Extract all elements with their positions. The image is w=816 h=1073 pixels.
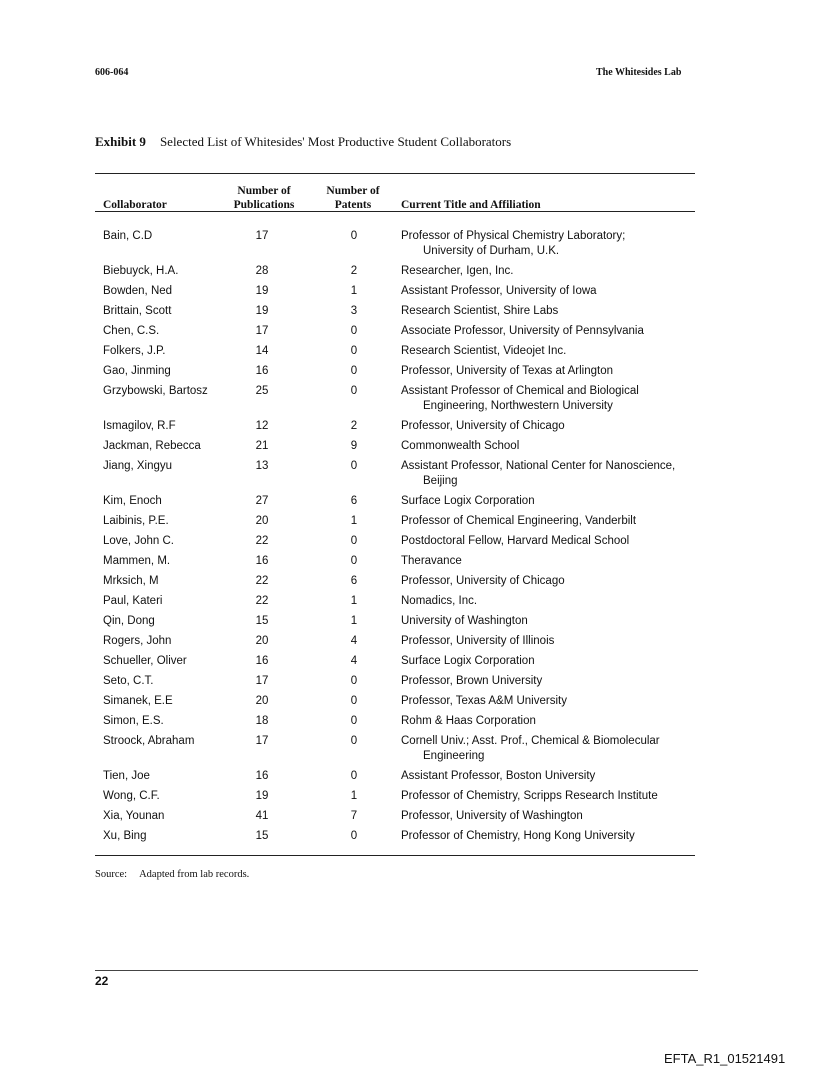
affiliation-line: Professor, University of Chicago (401, 575, 565, 587)
affiliation-line: Researcher, Igen, Inc. (401, 265, 514, 277)
publication-count: 20 (255, 515, 269, 527)
collaborator-name: Mammen, M. (103, 555, 171, 567)
affiliation (401, 419, 701, 434)
exhibit-label: Exhibit 9 (95, 134, 146, 149)
affiliation-line-continued: University of Durham, U.K. (423, 245, 560, 257)
collaborator-name: Jiang, Xingyu (103, 460, 173, 472)
affiliation (401, 534, 701, 549)
patent-count: 1 (350, 615, 358, 627)
publication-count: 22 (255, 595, 269, 607)
patent-count: 0 (350, 230, 358, 242)
affiliation-line-continued: Engineering, Northwestern University (423, 400, 613, 412)
publication-count: 20 (255, 635, 269, 647)
publication-count: 18 (255, 715, 269, 727)
affiliation-line: Professor, University of Washington (401, 810, 583, 822)
affiliation-line: Assistant Professor, Boston University (401, 770, 596, 782)
affiliation (401, 284, 701, 299)
patent-count: 0 (350, 715, 358, 727)
patent-count: 0 (350, 460, 358, 472)
column-header-collaborator: Collaborator (103, 199, 167, 211)
collaborator-name: Chen, C.S. (103, 325, 160, 337)
affiliation-line: Assistant Professor of Chemical and Biological (401, 385, 639, 397)
collaborator-name: Qin, Dong (103, 615, 155, 627)
running-header-title: The Whitesides Lab (596, 67, 682, 78)
affiliation (401, 229, 701, 259)
patent-count: 9 (350, 440, 358, 452)
collaborator-name: Xia, Younan (103, 810, 165, 822)
column-header-affiliation: Current Title and Affiliation (401, 199, 541, 211)
publication-count: 17 (255, 325, 269, 337)
publication-count: 15 (255, 615, 269, 627)
patent-count: 0 (350, 385, 358, 397)
affiliation (401, 459, 701, 489)
publication-count: 19 (255, 790, 269, 802)
affiliation-line: Surface Logix Corporation (401, 495, 535, 507)
affiliation (401, 364, 701, 379)
affiliation (401, 574, 701, 589)
publication-count: 19 (255, 285, 269, 297)
affiliation-line: Professor, Brown University (401, 675, 543, 687)
collaborator-name: Wong, C.F. (103, 790, 160, 802)
patent-count: 0 (350, 675, 358, 687)
affiliation-line: Rohm & Haas Corporation (401, 715, 536, 727)
patent-count: 0 (350, 555, 358, 567)
collaborator-name: Stroock, Abraham (103, 735, 195, 747)
collaborator-name: Simon, E.S. (103, 715, 164, 727)
affiliation (401, 439, 701, 454)
publication-count: 17 (255, 675, 269, 687)
patent-count: 0 (350, 735, 358, 747)
publication-count: 16 (255, 770, 269, 782)
publication-count: 41 (255, 810, 269, 822)
collaborator-name: Grzybowski, Bartosz (103, 385, 208, 397)
affiliation-line: Professor of Chemical Engineering, Vanderbilt (401, 515, 637, 527)
patent-count: 4 (350, 635, 358, 647)
affiliation-line: Surface Logix Corporation (401, 655, 535, 667)
affiliation (401, 674, 701, 689)
patent-count: 1 (350, 595, 358, 607)
collaborator-name: Ismagilov, R.F (103, 420, 176, 432)
patent-count: 2 (350, 265, 358, 277)
table-top-rule (95, 173, 695, 174)
collaborator-name: Xu, Bing (103, 830, 147, 842)
affiliation-line: Professor of Chemistry, Hong Kong University (401, 830, 635, 842)
affiliation (401, 789, 701, 804)
publication-count: 17 (255, 735, 269, 747)
publication-count: 25 (255, 385, 269, 397)
affiliation-line: Professor, University of Illinois (401, 635, 555, 647)
source-label: Source: (95, 869, 128, 880)
affiliation (401, 734, 701, 764)
collaborator-name: Laibinis, P.E. (103, 515, 169, 527)
affiliation (401, 809, 701, 824)
collaborator-name: Jackman, Rebecca (103, 440, 201, 452)
table-bottom-rule (95, 855, 695, 856)
publication-count: 17 (255, 230, 269, 242)
affiliation (401, 554, 701, 569)
collaborator-name: Schueller, Oliver (103, 655, 187, 667)
collaborator-name: Tien, Joe (103, 770, 150, 782)
patent-count: 2 (350, 420, 358, 432)
affiliation (401, 344, 701, 359)
collaborator-name: Mrksich, M (103, 575, 159, 587)
collaborator-name: Paul, Kateri (103, 595, 163, 607)
publication-count: 16 (255, 555, 269, 567)
publication-count: 28 (255, 265, 269, 277)
exhibit-title (95, 134, 511, 150)
patent-count: 1 (350, 790, 358, 802)
column-header-publications: Number of Publications (233, 185, 295, 211)
publication-count: 16 (255, 655, 269, 667)
collaborator-name: Bowden, Ned (103, 285, 173, 297)
patent-count: 0 (350, 830, 358, 842)
collaborator-name: Folkers, J.P. (103, 345, 166, 357)
patent-count: 6 (350, 495, 358, 507)
affiliation-line-continued: Engineering (423, 750, 485, 762)
patent-count: 6 (350, 575, 358, 587)
affiliation (401, 264, 701, 279)
page-number: 22 (95, 974, 109, 988)
affiliation-line: Commonwealth School (401, 440, 520, 452)
affiliation (401, 654, 701, 669)
case-number: 606-064 (95, 67, 129, 78)
affiliation (401, 769, 701, 784)
affiliation-line: Professor of Chemistry, Scripps Research Institute (401, 790, 658, 802)
collaborator-name: Simanek, E.E (103, 695, 173, 707)
collaborator-name: Gao, Jinming (103, 365, 171, 377)
patent-count: 0 (350, 325, 358, 337)
publication-count: 15 (255, 830, 269, 842)
publication-count: 22 (255, 535, 269, 547)
source-text: Adapted from lab records. (139, 869, 250, 880)
affiliation (401, 324, 701, 339)
affiliation (401, 594, 701, 609)
affiliation (401, 634, 701, 649)
footer-rule (95, 970, 698, 971)
affiliation-line: Postdoctoral Fellow, Harvard Medical School (401, 535, 630, 547)
affiliation-line: Professor, Texas A&M University (401, 695, 567, 707)
patent-count: 1 (350, 515, 358, 527)
publication-count: 27 (255, 495, 269, 507)
affiliation (401, 384, 701, 414)
affiliation-line: Associate Professor, University of Pennsylvania (401, 325, 644, 337)
affiliation (401, 829, 701, 844)
collaborator-name: Brittain, Scott (103, 305, 172, 317)
publication-count: 19 (255, 305, 269, 317)
patent-count: 0 (350, 535, 358, 547)
collaborator-name: Seto, C.T. (103, 675, 154, 687)
affiliation-line: Professor, University of Texas at Arlington (401, 365, 613, 377)
affiliation (401, 494, 701, 509)
patent-count: 0 (350, 365, 358, 377)
collaborator-name: Kim, Enoch (103, 495, 162, 507)
publication-count: 21 (255, 440, 269, 452)
affiliation (401, 614, 701, 629)
publication-count: 16 (255, 365, 269, 377)
affiliation-line: Theravance (401, 555, 462, 567)
patent-count: 3 (350, 305, 358, 317)
affiliation-line: Professor of Physical Chemistry Laboratory; (401, 230, 626, 242)
affiliation (401, 514, 701, 529)
affiliation-line: Assistant Professor, University of Iowa (401, 285, 597, 297)
patent-count: 1 (350, 285, 358, 297)
patent-count: 4 (350, 655, 358, 667)
affiliation-line: Research Scientist, Videojet Inc. (401, 345, 567, 357)
affiliation-line-continued: Beijing (423, 475, 458, 487)
patent-count: 0 (350, 770, 358, 782)
affiliation-line: Nomadics, Inc. (401, 595, 478, 607)
affiliation (401, 694, 701, 709)
affiliation-line: Research Scientist, Shire Labs (401, 305, 559, 317)
collaborator-name: Rogers, John (103, 635, 172, 647)
document-id: EFTA_R1_01521491 (664, 1051, 786, 1066)
exhibit-caption: Selected List of Whitesides' Most Productive Student Collaborators (159, 134, 512, 149)
publication-count: 13 (255, 460, 269, 472)
affiliation (401, 714, 701, 729)
collaborator-name: Love, John C. (103, 535, 174, 547)
affiliation-line: Cornell Univ.; Asst. Prof., Chemical & Biomolecular (401, 735, 660, 747)
publication-count: 12 (255, 420, 269, 432)
patent-count: 0 (350, 345, 358, 357)
affiliation (401, 304, 701, 319)
patent-count: 0 (350, 695, 358, 707)
affiliation-line: University of Washington (401, 615, 528, 627)
publication-count: 14 (255, 345, 269, 357)
affiliation-line: Assistant Professor, National Center for Nanoscience, (401, 460, 676, 472)
collaborator-name: Biebuyck, H.A. (103, 265, 179, 277)
table-header-rule (95, 211, 695, 212)
collaborator-name: Bain, C.D (103, 230, 153, 242)
publication-count: 22 (255, 575, 269, 587)
patent-count: 7 (350, 810, 358, 822)
column-header-patents: Number of Patents (326, 185, 380, 211)
source-note (95, 869, 249, 880)
affiliation-line: Professor, University of Chicago (401, 420, 565, 432)
publication-count: 20 (255, 695, 269, 707)
